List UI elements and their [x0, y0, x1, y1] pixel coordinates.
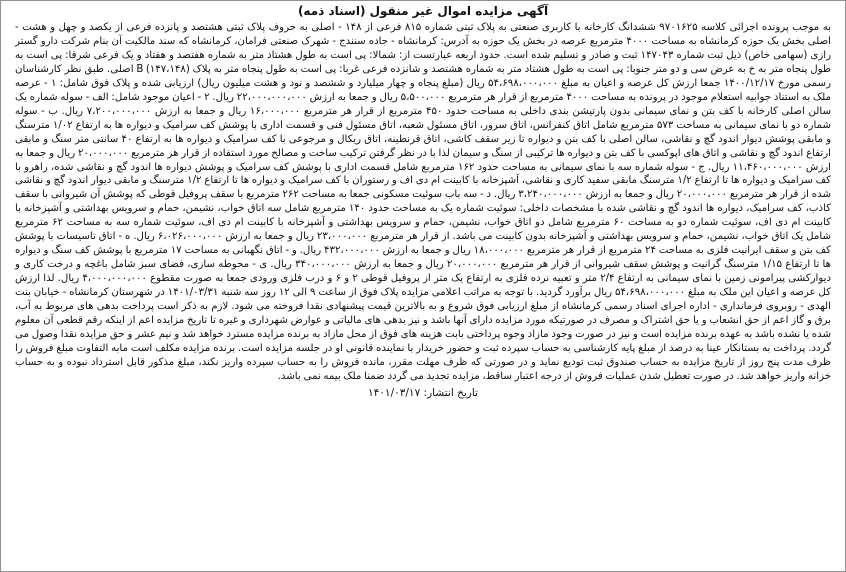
publication-date: تاریخ انتشار: ۱۴۰۱/۰۳/۱۷	[368, 386, 478, 399]
notice-title: آگهی مزایده اموال غیر منقول (اسناد ذمه)	[297, 4, 549, 18]
notice-body: به موجب پرونده اجرائی کلاسه ۹۷۰۱۶۲۵ ششدانگ کارخانه با کاربری صنعتی به پلاک ثبتی شماره ۸۱۵ فرعی از ۱۴۸ - اصلی به حروف پلاک ثبتی هشتصد و پانزده فرعی از یکصد و چهل و هشت - اصلی بخش یک حوزه کرمانشاه به مساحت ۴۰۰۰ مترمربع عرصه در بخش یک حوزه به آدرس: کرمانشاه - جاده سنندج - شهرک صنعتی فرامان، کرمانشاه که سند مالکیت آن بنام شرکت دارو گستر رازی (سهامی خاص) ذیل ثبت شماره ۱۴۷۰۴۳ ثبت و صادر و تسلیم شده است. حدود اربعه عبارتست از: شمالا: پی است به طول هشتاد متر به شماره هفتصد و هفتاد و یک فرعی شرقا: پی است به طول پنجاه متر به خ به عرض سی و دو متر جنوبا: پی است به طول هشتاد متر به شماره هشتصد و شانزده فرعی غربا: پی است به طول پنجاه متر به پلاک B (۱۴۷،۱۴۸) اصلی. طبق نظر کارشناسان رسمی مورخ ۱۴۰۰/۱۲/۱۷ جمعا ارزش کل عرصه و اعیان به مبلغ ۵۴،۶۹۸،۰۰۰،۰۰۰ ریال (مبلغ پنجاه و چهار میلیارد و ششصد و نود و هشت میلیون ریال) ارزیابی شده و پلاک فوق شامل: ۱ - عرصه ملک به استناد جوابیه استعلام موجود در پرونده به مساحت ۴۰۰۰ مترمربع از قرار هر مترمربع ۵،۵۰۰،۰۰۰ ریال و جمعا به ارزش ۲۲،۰۰۰،۰۰۰،۰۰۰ ریال. ۲ - اعیان موجود شامل: الف - سوله شماره یک سالن اصلی کارخانه با کف بتن و نمای سیمانی بدون پارتیشن بندی داخلی به مساحت حدود ۴۵۰ مترمربع از قرار هر مترمربع ۱۶،۰۰۰،۰۰۰ ریال و جمعا به ارزش ۷،۲۰۰،۰۰۰،۰۰۰ ریال. ب - سوله شماره دو با نمای سیمانی به مساحت ۵۷۳ مترمربع شامل اتاق کنفرانس، اتاق سرور، اتاق مسئول شعبه، اتاق مسئول فنی و قسمت اداری با پوشش کف سرامیک و دیواره ها به ارتفاع ۱/۰۲ مترسنگ و مابقی پوشش دیوار اندود گچ و نقاشی، سالن اصلی با کف بتن و دیواره تا زیر سقف کاشی، اتاق قرنطینه، اتاق ریکال و مرجوعی با کف سرامیک و دیواره ها به ارتفاع ۴۰ سانتی متر سنگ و مابقی ارتفاع اندود گچ و نقاشی و اتاق های اپوکسی با کف بتن و دیواره ها ترکیبی از سنگ و سیمان لذا با در نظر گرفتن ترکیب ساخت و مصالح مورد استفاده از قرار هر مترمربع ۲۰،۰۰۰،۰۰۰ ریال و جمعا به ارزش ۱۱،۴۶۰،۰۰۰،۰۰۰ ریال. ج - سوله شماره سه با نمای سیمانی به مساحت حدود ۱۶۲ مترمربع شامل قسمت اداری با پوشش کف سرامیک و پوشش دیواره ها اندود گچ و نقاشی شده، راهرو با کف سرامیک و دیواره ها تا ارتفاع ۱/۲ مترسنگ مابقی سفید کاری و نقاشی، آشپزخانه با کابینت ام دی اف و رستوران با کف سرامیک و دیواره ها تا ارتفاع ۱/۲ مترسنگ و مابقی دیوار اندود گچ و نقاشی شده از قرار هر مترمربع ۲۰،۰۰۰،۰۰۰ ریال و جمعا به ارزش ۳،۲۴۰،۰۰۰،۰۰۰ ریال. د - سه باب سوئیت مسکونی جمعا به مساحت ۲۶۲ مترمربع با سقف پروفیل قوطی که پوشش آن شیروانی با سقف کاذب، کف سرامیک، دیواره ها اندود گچ و نقاشی شده با مشخصات داخلی: سوئیت شماره یک به مساحت حدود ۱۴۰ مترمربع شامل سه اتاق خواب، نشیمن، حمام و سرویس بهداشتی و آشپزخانه با کابینت ام دی اف، سوئیت شماره دو به مساحت ۶۰ مترمربع شامل دو اتاق خواب، نشیمن، حمام و سرویس بهداشتی و آشپزخانه با کابینت ام دی اف، سوئیت شماره سه به مساحت ۶۲ مترمربع شامل یک اتاق خواب، نشیمن، حمام و سرویس بهداشتی و آشپزخانه بدون کابینت می باشد. از قرار هر مترمربع ۲۳،۰۰۰،۰۰۰ ریال و جمعا به ارزش ۶،۰۲۶،۰۰۰،۰۰۰ ریال. ه - اتاق تاسیسات با پوشش کف بتن و سقف ایرانیت فلزی به مساحت ۲۴ مترمربع از قرار هر مترمربع ۱۸،۰۰۰،۰۰۰ ریال و جمعا به ارزش ۴۳۲،۰۰۰،۰۰۰ ریال. و - اتاق نگهبانی به مساحت ۱۷ مترمربع با پوشش کف سنگ و دیواره ها تا ارتفاع ۱/۱۵ مترسنگ گرانیت و پوشش سقف شیروانی از قرار هر مترمربع ۲۰،۰۰۰،۰۰۰ ریال و جمعا به ارزش ۳۴۰،۰۰۰،۰۰۰ ریال. ی - محوطه سازی، فضای سبز شامل باغچه و درخت کاری و دیوارکشی پیرامونی زمین با نمای سیمانی به ارتفاع ۲/۴ متر و تعبیه نرده فلزی به ارتفاع یک متر از پروفیل قوطی ۲ و ۶ و درب فلزی ورودی جمعا به صورت مقطوع ۴،۰۰۰،۰۰۰،۰۰۰ ریال. لذا ارزش کل عرصه و اعیان این ملک به مبلغ ۵۴،۶۹۸،۰۰۰،۰۰۰ ریال برآورد گردید. با توجه به مراتب اعلامی مزایده پلاک فوق از ساعت ۹ الی ۱۲ روز سه شنبه ۱۴۰۱/۰۳/۳۱ در شهرستان کرمانشاه - خیابان بنت الهدی - روبروی فرمانداری - اداره اجرای اسناد رسمی کرمانشاه از مبلغ ارزیابی فوق شروع و به بالاترین قیمت پیشنهادی نقدا فروخته می شود. لازم به ذکر است پرداخت بدهی های مربوط به آب، برق و گاز اعم از حق انشعاب و یا حق اشتراک و مصرف در صورتیکه مورد مزایده دارای آنها باشد و نیز بدهی های مالیاتی و عوارض شهرداری و غیره تا تاریخ مزایده اعم از اینکه رقم قطعی آن معلوم شده یا نشده باشد به عهده برنده مزایده است و نیز در صورت وجود مازاد وجوه پرداختی بابت هزینه های فوق از محل مازاد به برنده مزایده مسترد خواهد شد و نیم عشر و حق مزایده نقدا وصول می گردد. پرداخت به بستانکار عینا به درصد از مبلغ پایه کارشناسی به حساب سپرده ثبت و حضور خریدار با نماینده قانونی او در جلسه مزایده است. برنده مزایده مکلف است مابه التفاوت مبلغ فروش را ظرف مدت پنج روز از تاریخ مزایده به حساب صندوق ثبت تودیع نماید و در صورتی که ظرف مهلت مقرر، مانده فروش را به حساب سپرده واریز نکند، مبلغ مذکور قابل استرداد نبوده و به حساب خزانه واریز خواهد شد. در صورت تعطیل شدن عملیات فروش از درجه اعتبار ساقط، مزایده تجدید می گردد ضمنا ملک بیمه نمی باشد.	[15, 22, 832, 382]
